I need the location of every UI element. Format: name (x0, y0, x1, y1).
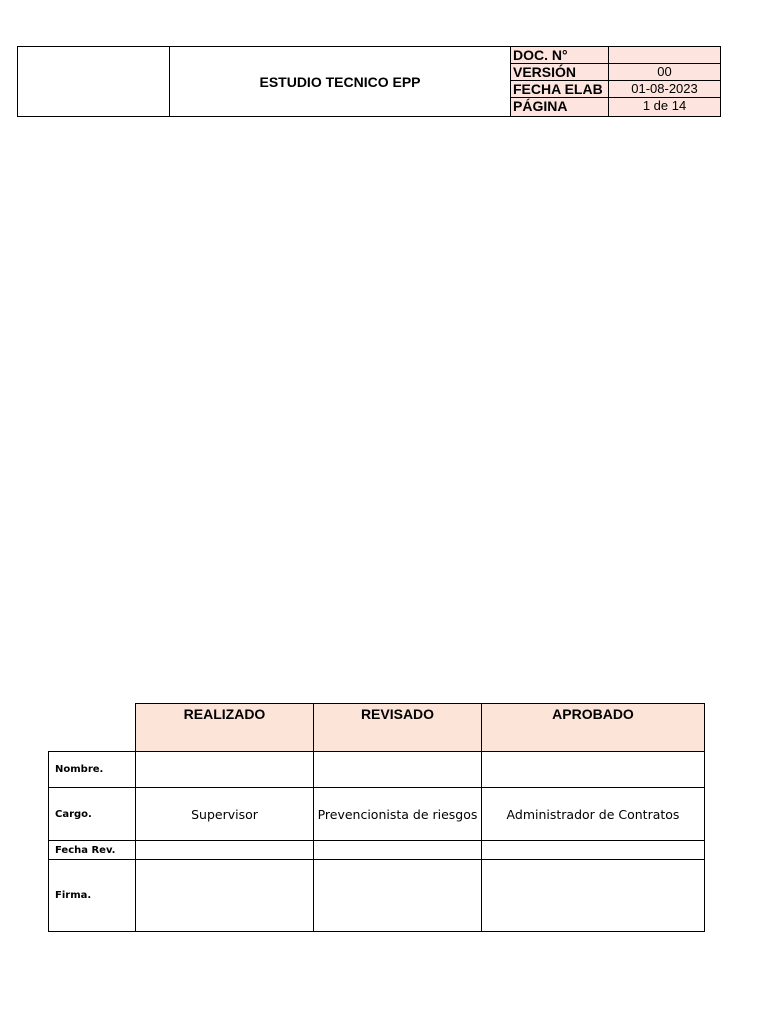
meta-value: 01-08-2023 (631, 81, 698, 96)
meta-value: 00 (657, 64, 672, 79)
signature-table (48, 703, 705, 932)
fecha-rev-revisado (313, 840, 482, 860)
row-label-fecha-rev: Fecha Rev. (48, 840, 136, 860)
firma-aprobado (481, 859, 705, 932)
column-header-revisado: REVISADO (313, 703, 482, 752)
nombre-revisado (313, 751, 482, 788)
meta-label: DOC. N° (511, 47, 609, 63)
logo-cell (18, 47, 170, 116)
meta-value (609, 47, 720, 63)
row-label-cargo: Cargo. (48, 787, 136, 841)
meta-value: 1 de 14 (642, 98, 687, 113)
meta-row-page (511, 98, 720, 116)
meta-label: PÁGINA (511, 98, 609, 116)
meta-label: VERSIÓN (511, 64, 609, 80)
firma-revisado (313, 859, 482, 932)
column-header-aprobado: APROBADO (481, 703, 705, 752)
firma-realizado (135, 859, 314, 932)
meta-row-date (511, 81, 720, 98)
cargo-revisado: Prevencionista de riesgos (313, 787, 482, 841)
meta-row-version (511, 64, 720, 81)
row-label-nombre: Nombre. (48, 751, 136, 788)
meta-label: FECHA ELAB (511, 81, 609, 97)
nombre-realizado (135, 751, 314, 788)
row-label-firma: Firma. (48, 859, 136, 932)
meta-row-doc-number (511, 47, 720, 64)
cargo-aprobado: Administrador de Contratos (481, 787, 705, 841)
document-header (17, 46, 721, 117)
fecha-rev-aprobado (481, 840, 705, 860)
document-meta (511, 47, 720, 116)
nombre-aprobado (481, 751, 705, 788)
document-title: ESTUDIO TECNICO EPP (170, 47, 511, 116)
column-header-realizado: REALIZADO (135, 703, 314, 752)
fecha-rev-realizado (135, 840, 314, 860)
cargo-realizado: Supervisor (135, 787, 314, 841)
